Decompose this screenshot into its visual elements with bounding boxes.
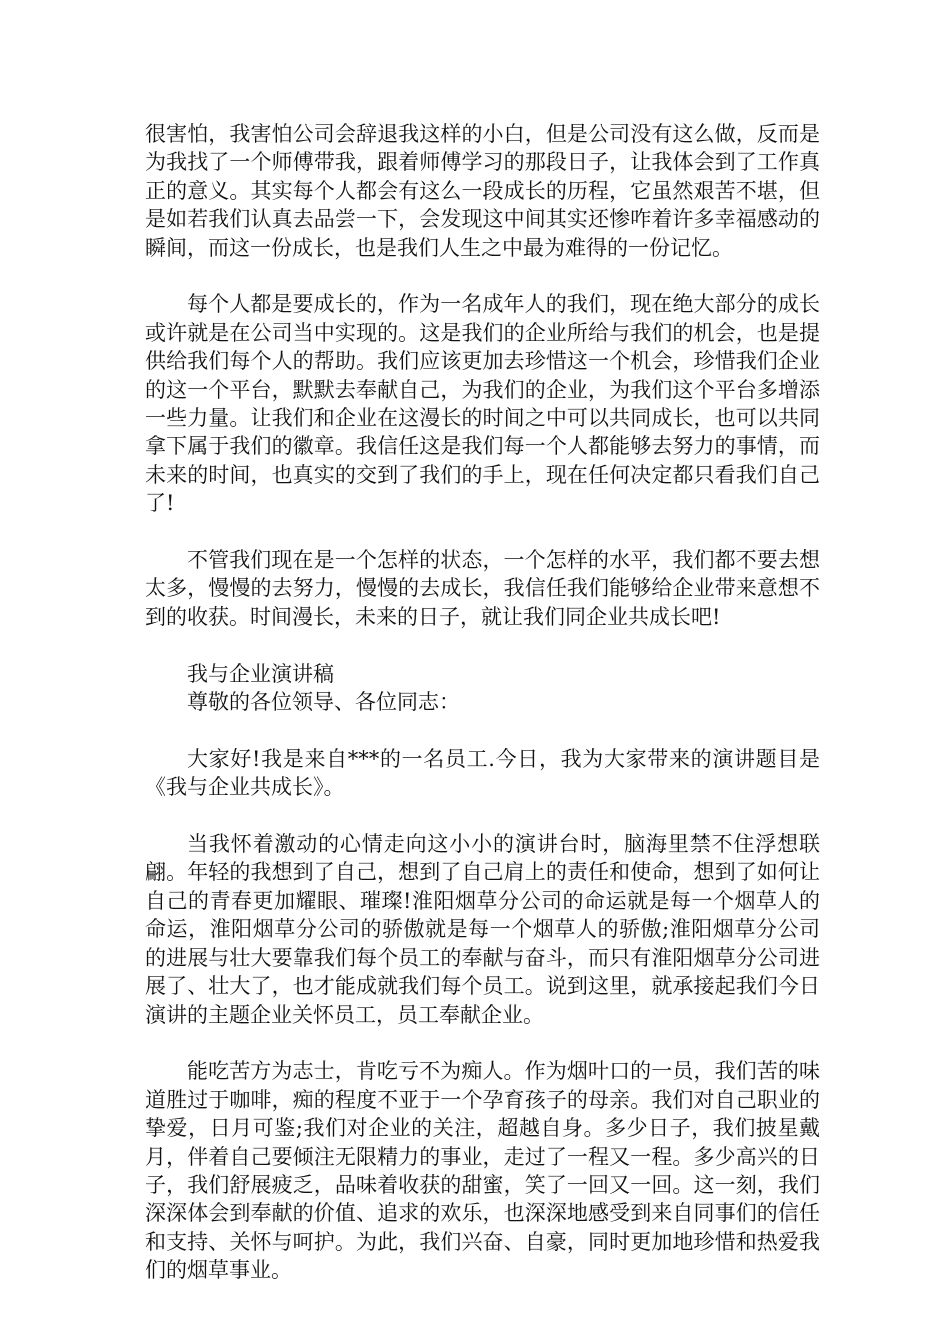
paragraph: 能吃苦方为志士，肯吃亏不为痴人。作为烟叶口的一员，我们苦的味道胜过于咖啡，痴的程度不亚于一个孕育孩子的母亲。我们对自己职业的挚爱，日月可鉴;我们对企业的关注，超越自身。多少日子，我们披星戴月，伴着自己要倾注无限精力的事业，走过了一程又一程。多少高兴的日子，我们舒展疲乏，品味着收获的甜蜜，笑了一回又一回。这一刻，我们深深体会到奉献的价值、追求的欢乐，也深深地感受到来自同事们的信任和支持、关怀与呵护。为此，我们兴奋、自豪，同时更加地珍惜和热爱我们的烟草事业。 xyxy=(145,1059,820,1283)
paragraph: 当我怀着激动的心情走向这小小的演讲台时，脑海里禁不住浮想联翩。年轻的我想到了自己，想到了自己肩上的责任和使命，想到了如何让自己的青春更加耀眼、璀璨!淮阳烟草分公司的命运就是每一个烟草人的命运，淮阳烟草分公司的骄傲就是每一个烟草人的骄傲;淮阳烟草分公司的进展与壮大要靠我们每个员工的奉献与奋斗，而只有淮阳烟草分公司进展了、壮大了，也才能成就我们每个员工。说到这里，就承接起我们今日演讲的主题企业关怀员工，员工奉献企业。 xyxy=(145,832,820,1027)
paragraph: 每个人都是要成长的，作为一名成年人的我们，现在绝大部分的成长或许就是在公司当中实现的。这是我们的企业所给与我们的机会，也是提供给我们每个人的帮助。我们应该更加去珍惜这一个机会，珍惜我们企业的这一个平台，默默去奉献自己，为我们的企业，为我们这个平台多增添一些力量。让我们和企业在这漫长的时间之中可以共同成长，也可以共同拿下属于我们的徽章。我信任这是我们每一个人都能够去努力的事情，而未来的时间，也真实的交到了我们的手上，现在任何决定都只看我们自己了! xyxy=(145,292,820,516)
speech-title: 我与企业演讲稿 xyxy=(187,661,334,686)
paragraph: 不管我们现在是一个怎样的状态，一个怎样的水平，我们都不要去想太多，慢慢的去努力，慢慢的去成长，我信任我们能够给企业带来意想不到的收获。时间漫长，未来的日子，就让我们同企业共成长吧! xyxy=(145,548,820,629)
document-page xyxy=(145,120,820,1313)
paragraph: 大家好!我是来自***的一名员工.今日，我为大家带来的演讲题目是《我与企业共成长》。 xyxy=(145,746,820,800)
paragraph: 很害怕，我害怕公司会辞退我这样的小白，但是公司没有这么做，反而是为我找了一个师傅带我，跟着师傅学习的那段日子，让我体会到了工作真正的意义。其实每个人都会有这么一段成长的历程，它虽然艰苦不堪，但是如若我们认真去品尝一下，会发现这中间其实还惨咋着许多幸福感动的瞬间，而这一份成长，也是我们人生之中最为难得的一份记忆。 xyxy=(145,122,820,260)
greeting: 尊敬的各位领导、各位同志： xyxy=(187,690,460,715)
